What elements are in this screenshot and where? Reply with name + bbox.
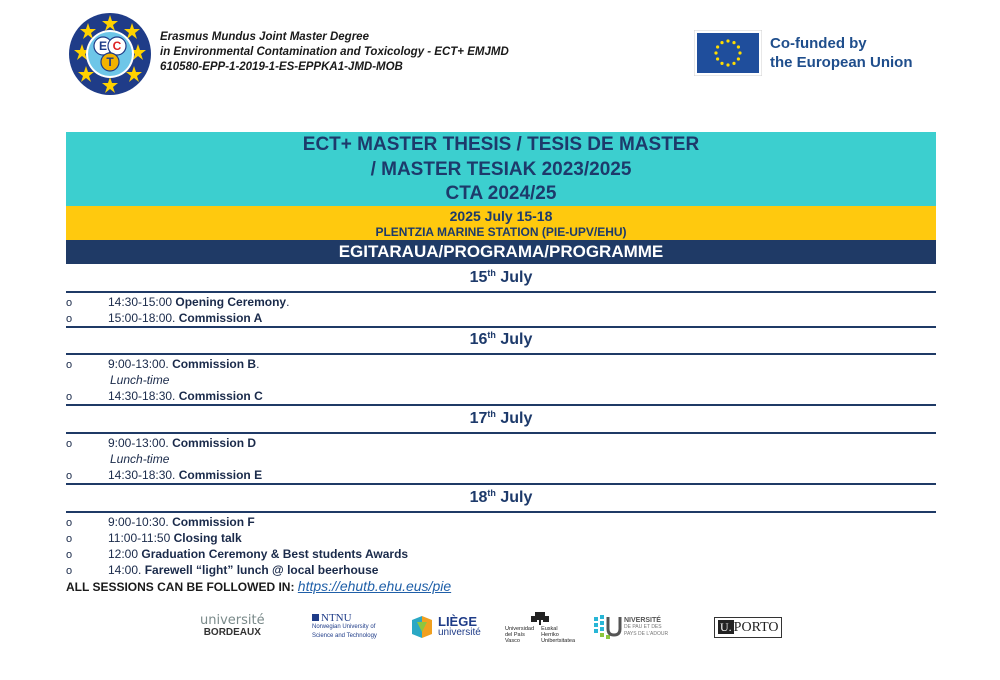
ehu-text-c: Euskal Herriko	[541, 626, 559, 638]
item-time: 12:00	[108, 547, 142, 561]
lunch-break: Lunch-time	[110, 373, 170, 387]
item-event: Commission B	[172, 357, 257, 371]
program-line-2: in Environmental Contamination and Toxicology - ECT+ EMJMD	[160, 46, 509, 58]
schedule-item	[66, 310, 936, 328]
ntnu-logo	[312, 610, 394, 644]
streaming-link[interactable]: https://ehutb.ehu.eus/pie	[297, 578, 452, 594]
schedule-item	[66, 435, 256, 451]
eu-line-1: Co-funded by	[770, 35, 867, 52]
title-line-3: CTA 2024/25	[66, 182, 936, 206]
item-event: Closing talk	[173, 531, 242, 545]
bullet-icon: o	[66, 297, 73, 309]
program-description	[160, 30, 509, 75]
eu-line-2: the European Union	[770, 54, 913, 71]
day-header-16	[66, 327, 936, 355]
liege-shape-icon	[410, 614, 434, 640]
porto-logo	[714, 610, 792, 644]
item-time: 11:00-11:50	[108, 531, 174, 545]
ehu-text-a: Universidad	[505, 626, 535, 632]
pau-text-b: DE PAU ET DES	[624, 623, 662, 630]
streaming-label: ALL SESSIONS CAN BE FOLLOWED IN:	[66, 580, 298, 594]
item-event: Commission D	[172, 436, 257, 450]
bullet-icon: o	[66, 533, 73, 545]
program-line-3: 610580-EPP-1-2019-1-ES-EPPKA1-JMD-MOB	[160, 61, 403, 73]
bullet-icon: o	[66, 565, 73, 577]
day-month: July	[500, 331, 533, 348]
day-number: 16	[469, 331, 488, 348]
porto-u: U.	[720, 619, 732, 634]
ehu-text-b: del País Vasco	[505, 632, 525, 644]
day-number: 18	[469, 489, 488, 506]
day-number: 15	[469, 269, 488, 286]
day-suffix: th	[487, 268, 496, 278]
event-venue: PLENTZIA MARINE STATION (PIE-UPV/EHU)	[375, 225, 627, 239]
item-event: Commission E	[178, 468, 263, 482]
schedule-item	[66, 356, 259, 372]
streaming-note	[66, 578, 451, 594]
ntnu-sub-2: Science and Technology	[312, 632, 377, 639]
item-time: 14:30-18:30.	[108, 468, 179, 482]
day-suffix: th	[487, 409, 496, 419]
day-month: July	[500, 489, 533, 506]
item-time: 14:00.	[108, 563, 145, 577]
svg-text:T: T	[106, 55, 114, 69]
item-time: 15:00-18:00.	[108, 311, 179, 325]
bullet-icon: o	[66, 517, 73, 529]
item-time: 9:00-13:00.	[108, 436, 173, 450]
day-month: July	[500, 269, 533, 286]
item-event: Commission A	[178, 311, 263, 325]
svg-text:C: C	[112, 39, 122, 53]
item-time: 14:30-18:30.	[108, 389, 179, 403]
schedule-item	[66, 514, 255, 530]
title-line-1: ECT+ MASTER THESIS / TESIS DE MASTER	[66, 132, 936, 158]
pau-logo	[592, 610, 674, 644]
day-header-18	[66, 485, 936, 513]
item-event: Graduation Ceremony & Best students Awards	[141, 547, 409, 561]
liege-text-b: université	[438, 627, 481, 638]
item-event: Opening Ceremony	[175, 295, 287, 309]
item-time: 14:30-15:00	[108, 295, 176, 309]
item-tail: .	[256, 357, 260, 371]
ntnu-sub-1: Norwegian University of	[312, 623, 376, 630]
day-number: 17	[469, 410, 488, 427]
schedule-item	[66, 294, 289, 310]
liege-logo	[410, 610, 490, 644]
ehu-tree-icon	[527, 610, 553, 626]
schedule-item	[66, 467, 936, 485]
day-month: July	[500, 410, 533, 427]
porto-text: PORTO	[733, 619, 779, 635]
ect-logo-icon	[68, 12, 152, 96]
bullet-icon: o	[66, 549, 73, 561]
schedule-item	[66, 388, 936, 406]
programme-heading: EGITARAUA/PROGRAMA/PROGRAMME	[66, 240, 936, 264]
ehu-text-d: Unibertsitatea	[541, 638, 575, 644]
pau-grid-icon	[592, 613, 622, 641]
svg-text:E: E	[98, 39, 108, 53]
day-suffix: th	[487, 488, 496, 498]
bordeaux-text-a: université	[200, 613, 265, 628]
item-event: Farewell “light” lunch @ local beerhouse	[144, 563, 379, 577]
bordeaux-text-b: BORDEAUX	[203, 627, 261, 638]
pau-text-c: PAYS DE L'ADOUR	[624, 630, 669, 637]
eu-flag-icon	[694, 30, 762, 76]
bullet-icon: o	[66, 391, 73, 403]
ehu-logo	[505, 610, 575, 644]
schedule-item	[66, 530, 242, 546]
bullet-icon: o	[66, 313, 73, 325]
item-event: Commission C	[178, 389, 263, 403]
schedule-item	[66, 546, 408, 562]
bullet-icon: o	[66, 359, 73, 371]
day-suffix: th	[487, 330, 496, 340]
item-event: Commission F	[172, 515, 255, 529]
item-tail: .	[286, 295, 290, 309]
title-line-2: / MASTER TESIAK 2023/2025	[66, 158, 936, 182]
bullet-icon: o	[66, 438, 73, 450]
eu-cofunded-text	[770, 34, 913, 72]
bordeaux-logo	[200, 610, 280, 644]
item-time: 9:00-13:00.	[108, 357, 173, 371]
ntnu-square-icon	[312, 614, 319, 621]
bullet-icon: o	[66, 470, 73, 482]
ntnu-name: NTNU	[321, 611, 352, 624]
lunch-break: Lunch-time	[110, 452, 170, 466]
liege-text-a: LIÈGE	[438, 614, 478, 629]
item-time: 9:00-10:30.	[108, 515, 173, 529]
program-line-1: Erasmus Mundus Joint Master Degree	[160, 31, 369, 43]
day-header-17	[66, 406, 936, 434]
event-info	[66, 206, 936, 240]
schedule-item	[66, 562, 378, 578]
pau-text-a: NIVERSITÉ	[624, 616, 661, 624]
event-dates: 2025 July 15-18	[449, 208, 553, 224]
day-header-15	[66, 265, 936, 293]
